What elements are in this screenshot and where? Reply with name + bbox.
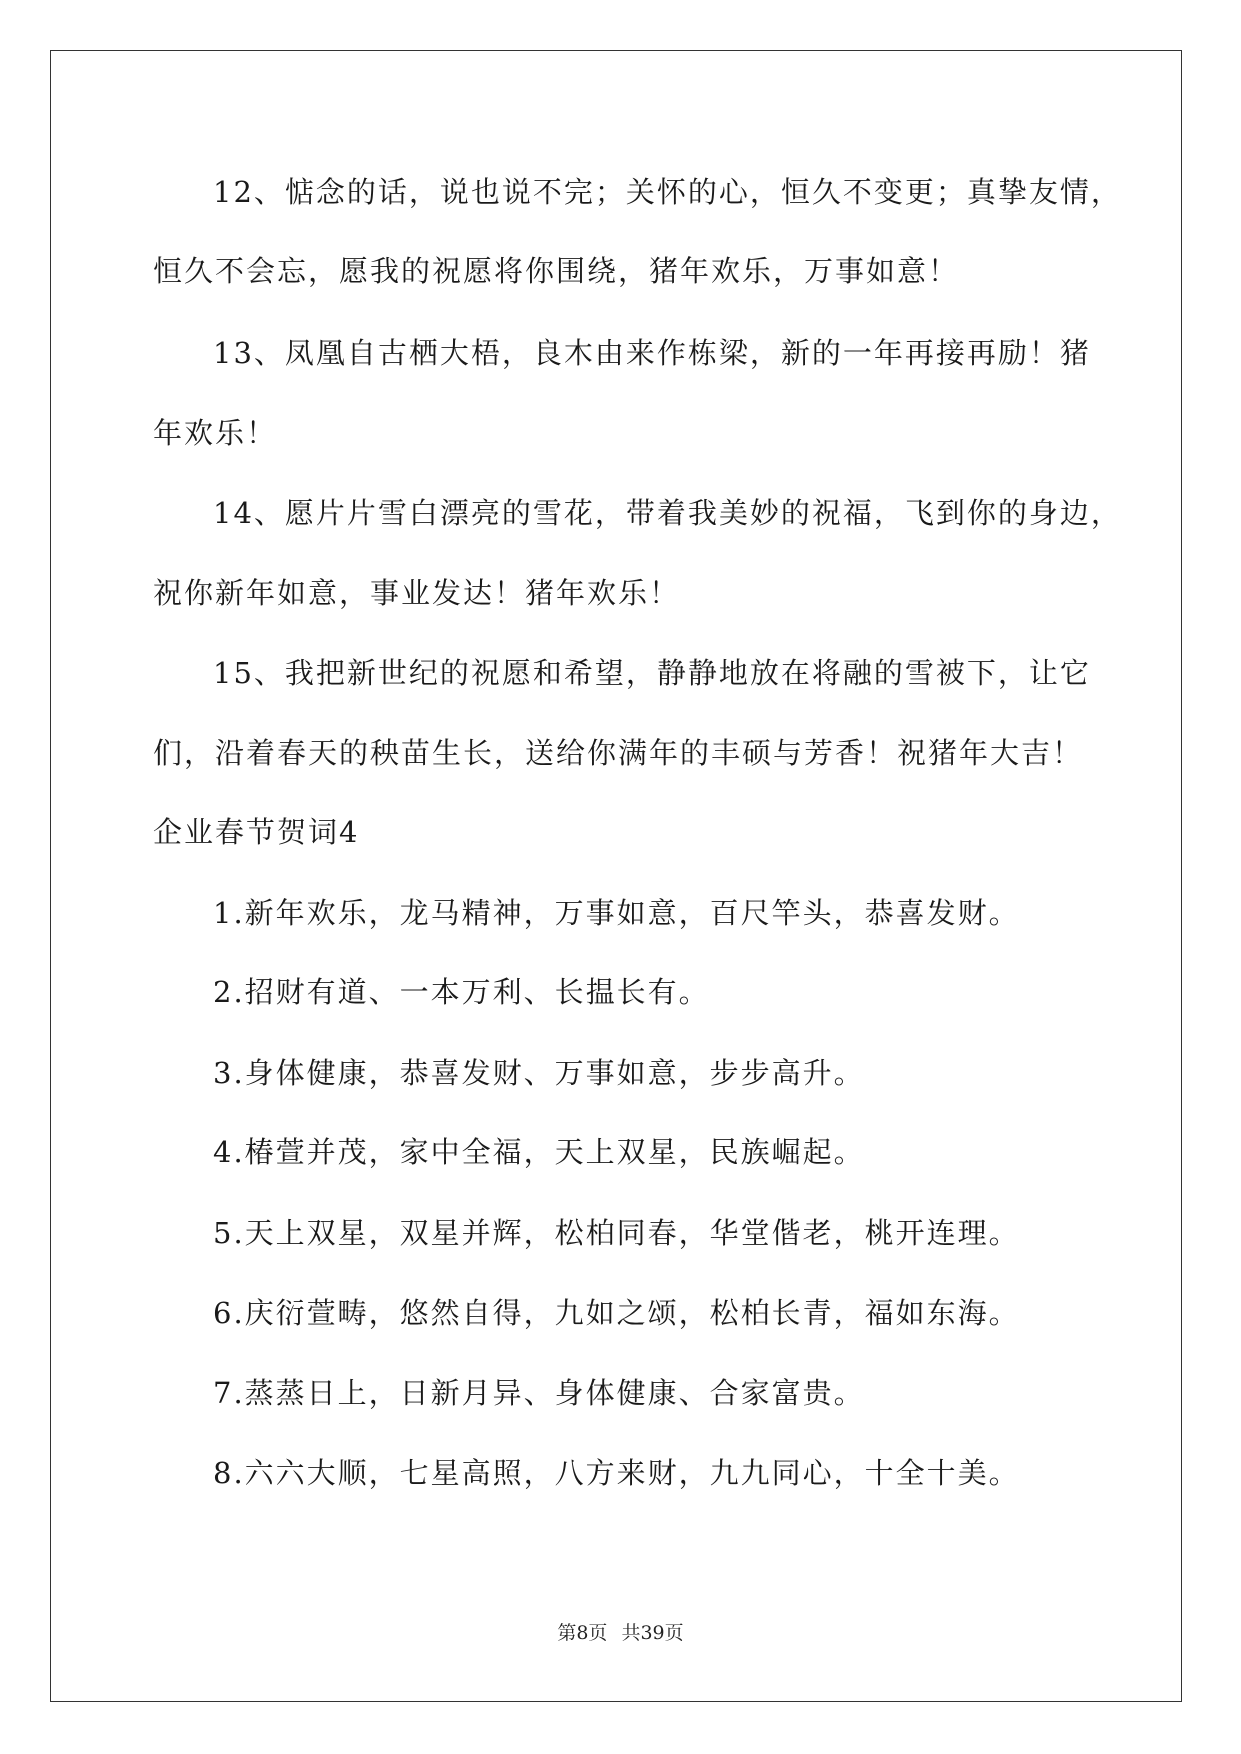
page-footer [0, 1618, 1241, 1645]
paragraph-13-line-1: 13、凤凰自古栖大梧，良木由来作栋梁，新的一年再接再励！猪 [213, 336, 1091, 370]
list-item: 7.蒸蒸日上，日新月异、身体健康、合家富贵。 [213, 1376, 865, 1410]
list-item: 8.六六大顺，七星高照，八方来财，九九同心，十全十美。 [213, 1456, 1020, 1490]
paragraph-15-line-2: 们，沿着春天的秧苗生长，送给你满年的丰硕与芳香！祝猪年大吉！ [153, 736, 1084, 770]
list-item: 1.新年欢乐，龙马精神，万事如意，百尺竿头，恭喜发财。 [213, 896, 1020, 930]
paragraph-14-line-2: 祝你新年如意，事业发达！猪年欢乐！ [153, 576, 681, 610]
paragraph-13-line-2: 年欢乐！ [153, 416, 278, 450]
list-item: 6.庆衍萱畴，悠然自得，九如之颂，松柏长青，福如东海。 [213, 1296, 1020, 1330]
current-page-label: 第8页 [557, 1622, 608, 1644]
paragraph-12-line-2: 恒久不会忘，愿我的祝愿将你围绕，猪年欢乐，万事如意！ [153, 254, 960, 288]
paragraph-12-line-1: 12、惦念的话，说也说不完；关怀的心，恒久不变更；真挚友情， [213, 175, 1122, 209]
list-item: 4.椿萱并茂，家中全福，天上双星，民族崛起。 [213, 1135, 865, 1169]
paragraph-14-line-1: 14、愿片片雪白漂亮的雪花，带着我美妙的祝福，飞到你的身边， [213, 496, 1122, 530]
list-item: 2.招财有道、一本万利、长揾长有。 [213, 975, 710, 1009]
list-item: 5.天上双星，双星并辉，松柏同春，华堂偕老，桃开连理。 [213, 1216, 1020, 1250]
paragraph-15-line-1: 15、我把新世纪的祝愿和希望，静静地放在将融的雪被下，让它 [213, 656, 1091, 690]
total-pages-label: 共39页 [621, 1622, 684, 1644]
section-heading: 企业春节贺词4 [153, 815, 360, 849]
list-item: 3.身体健康，恭喜发财、万事如意，步步高升。 [213, 1056, 865, 1090]
